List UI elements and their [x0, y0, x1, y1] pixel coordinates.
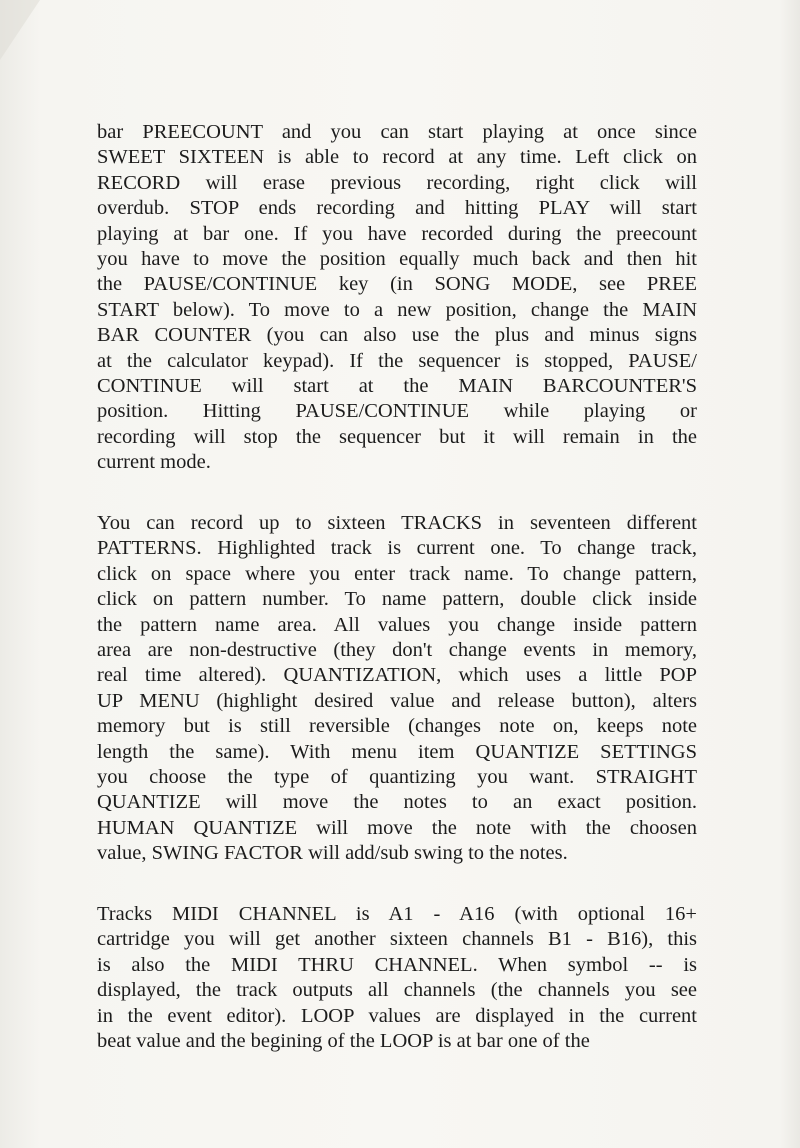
text-line: UP MENU (highlight desired value and release button), alters — [97, 689, 697, 712]
text-line: real time altered). QUANTIZATION, which uses a little POP — [97, 664, 697, 687]
text-line: You can record up to sixteen TRACKS in seventeen different — [97, 512, 697, 534]
text-line: QUANTIZE will move the notes to an exact position. — [97, 791, 697, 814]
text-line: cartridge you will get another sixteen channels B1 - B16), this — [97, 928, 697, 951]
text-line: recording will stop the sequencer but it will remain in the — [97, 425, 697, 448]
text-line: click on pattern number. To name pattern, double click inside — [97, 588, 697, 611]
text-line: displayed, the track outputs all channels (the channels you see — [97, 979, 697, 1002]
text-line: memory but is still reversible (changes note on, keeps note — [97, 715, 697, 738]
paragraph-tracks-patterns — [97, 511, 697, 866]
text-line: CONTINUE will start at the MAIN BARCOUNTER'S — [97, 374, 697, 397]
paragraph-midi-channel — [97, 902, 697, 1054]
text-line: is also the MIDI THRU CHANNEL. When symbol -- is — [97, 953, 697, 976]
text-line: the pattern name area. All values you change inside pattern — [97, 613, 697, 636]
text-line: you choose the type of quantizing you want. STRAIGHT — [97, 765, 697, 788]
text-line: length the same). With menu item QUANTIZE SETTINGS — [97, 740, 697, 763]
page-corner-shadow — [0, 0, 40, 60]
text-line: BAR COUNTER (you can also use the plus and minus signs — [97, 324, 697, 347]
text-line: bar PREECOUNT and you can start playing at once since — [97, 121, 697, 143]
text-line: current mode. — [97, 451, 211, 474]
text-line: click on space where you enter track name. To change pattern, — [97, 562, 697, 585]
paragraph-recording — [97, 120, 697, 475]
text-line: at the calculator keypad). If the sequencer is stopped, PAUSE/ — [97, 349, 697, 372]
text-line: you have to move the position equally much back and then hit — [97, 247, 697, 270]
text-line: position. Hitting PAUSE/CONTINUE while playing or — [97, 400, 697, 423]
text-line: value, SWING FACTOR will add/sub swing to the notes. — [97, 842, 568, 865]
text-line: area are non-destructive (they don't change events in memory, — [97, 638, 697, 661]
text-line: Tracks MIDI CHANNEL is A1 - A16 (with optional 16+ — [97, 903, 697, 925]
text-line: playing at bar one. If you have recorded during the preecount — [97, 222, 697, 245]
text-line: overdub. STOP ends recording and hitting PLAY will start — [97, 197, 697, 220]
text-line: START below). To move to a new position, change the MAIN — [97, 298, 697, 321]
text-line: HUMAN QUANTIZE will move the note with the choosen — [97, 816, 697, 839]
text-line: RECORD will erase previous recording, right click will — [97, 171, 697, 194]
text-line: SWEET SIXTEEN is able to record at any time. Left click on — [97, 146, 697, 169]
text-line: PATTERNS. Highlighted track is current one. To change track, — [97, 537, 697, 560]
text-line: the PAUSE/CONTINUE key (in SONG MODE, see PREE — [97, 273, 697, 296]
text-line: beat value and the begining of the LOOP is at bar one of the — [97, 1029, 590, 1052]
text-line: in the event editor). LOOP values are displayed in the current — [97, 1004, 697, 1027]
